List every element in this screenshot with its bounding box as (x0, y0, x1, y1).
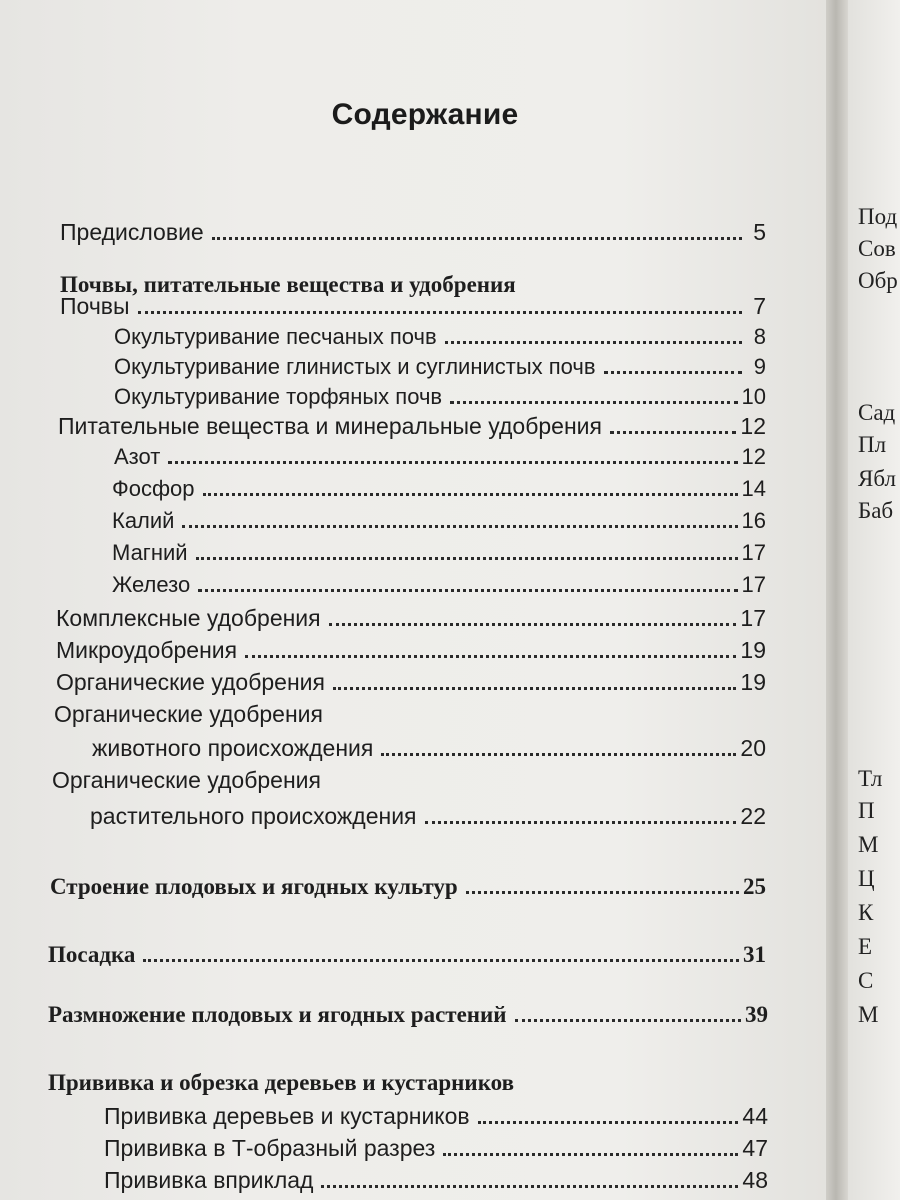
toc-heading: Размножение плодовых и ягодных растений 39 (48, 1002, 768, 1027)
toc-entry: Микроудобрения 19 (56, 637, 766, 663)
toc-entry: Магний 17 (112, 540, 766, 565)
toc-entry: Прививка вприклад 48 (104, 1167, 768, 1193)
facing-page-fragment: Сов (858, 236, 896, 261)
toc-entry: Окультуривание торфяных почв 10 (114, 384, 766, 409)
toc-entry: растительного происхождения 22 (90, 803, 766, 829)
toc-entry: Органические удобрения (54, 701, 323, 727)
facing-page-fragment: Е (858, 934, 873, 959)
facing-page-fragment: Сад (858, 400, 896, 425)
facing-page-fragment: М (858, 832, 879, 857)
facing-page-fragment: Пл (858, 432, 887, 457)
toc-entry: Азот 12 (114, 444, 766, 469)
toc-entry: Органические удобрения 19 (56, 669, 766, 695)
facing-page-fragment: Ябл (858, 466, 896, 491)
toc-title: Содержание (331, 98, 519, 131)
toc-entry: Фосфор 14 (112, 476, 766, 501)
toc-heading: Посадка 31 (48, 942, 766, 967)
toc-entry: животного происхождения 20 (92, 735, 766, 761)
toc-entry: Окультуривание глинистых и суглинистых почв 9 (114, 354, 766, 379)
facing-page-fragment: Под (858, 204, 898, 229)
toc-entry: Прививка в Т-образный разрез 47 (104, 1135, 768, 1161)
toc-entry: Комплексные удобрения 17 (56, 605, 766, 631)
facing-page-fragment: Тл (858, 766, 883, 791)
toc-heading: Почвы, питательные вещества и удобрения (60, 272, 516, 297)
toc-heading: Строение плодовых и ягодных культур 25 (50, 874, 766, 899)
facing-page-fragment: Ц (858, 866, 875, 891)
toc-entry: Питательные вещества и минеральные удобрения 12 (58, 413, 766, 439)
toc-entry: Почвы 7 (60, 293, 766, 319)
toc-entry: Прививка деревьев и кустарников 44 (104, 1103, 768, 1129)
facing-page-fragment: Обр (858, 268, 898, 293)
facing-page-fragment: Баб (858, 498, 894, 523)
facing-page-fragment: П (858, 798, 875, 823)
toc-entry: Калий 16 (112, 508, 766, 533)
facing-page-fragment: К (858, 900, 874, 925)
toc-entry: Предисловие 5 (60, 219, 766, 245)
toc-entry: Органические удобрения (52, 767, 321, 793)
book-gutter (826, 0, 848, 1200)
toc-heading: Прививка и обрезка деревьев и кустарников (48, 1070, 514, 1095)
facing-page (848, 0, 900, 1200)
facing-page-fragment: М (858, 1002, 879, 1027)
facing-page-fragment: С (858, 968, 874, 993)
toc-entry: Окультуривание песчаных почв 8 (114, 324, 766, 349)
toc-entry: Железо 17 (112, 572, 766, 597)
